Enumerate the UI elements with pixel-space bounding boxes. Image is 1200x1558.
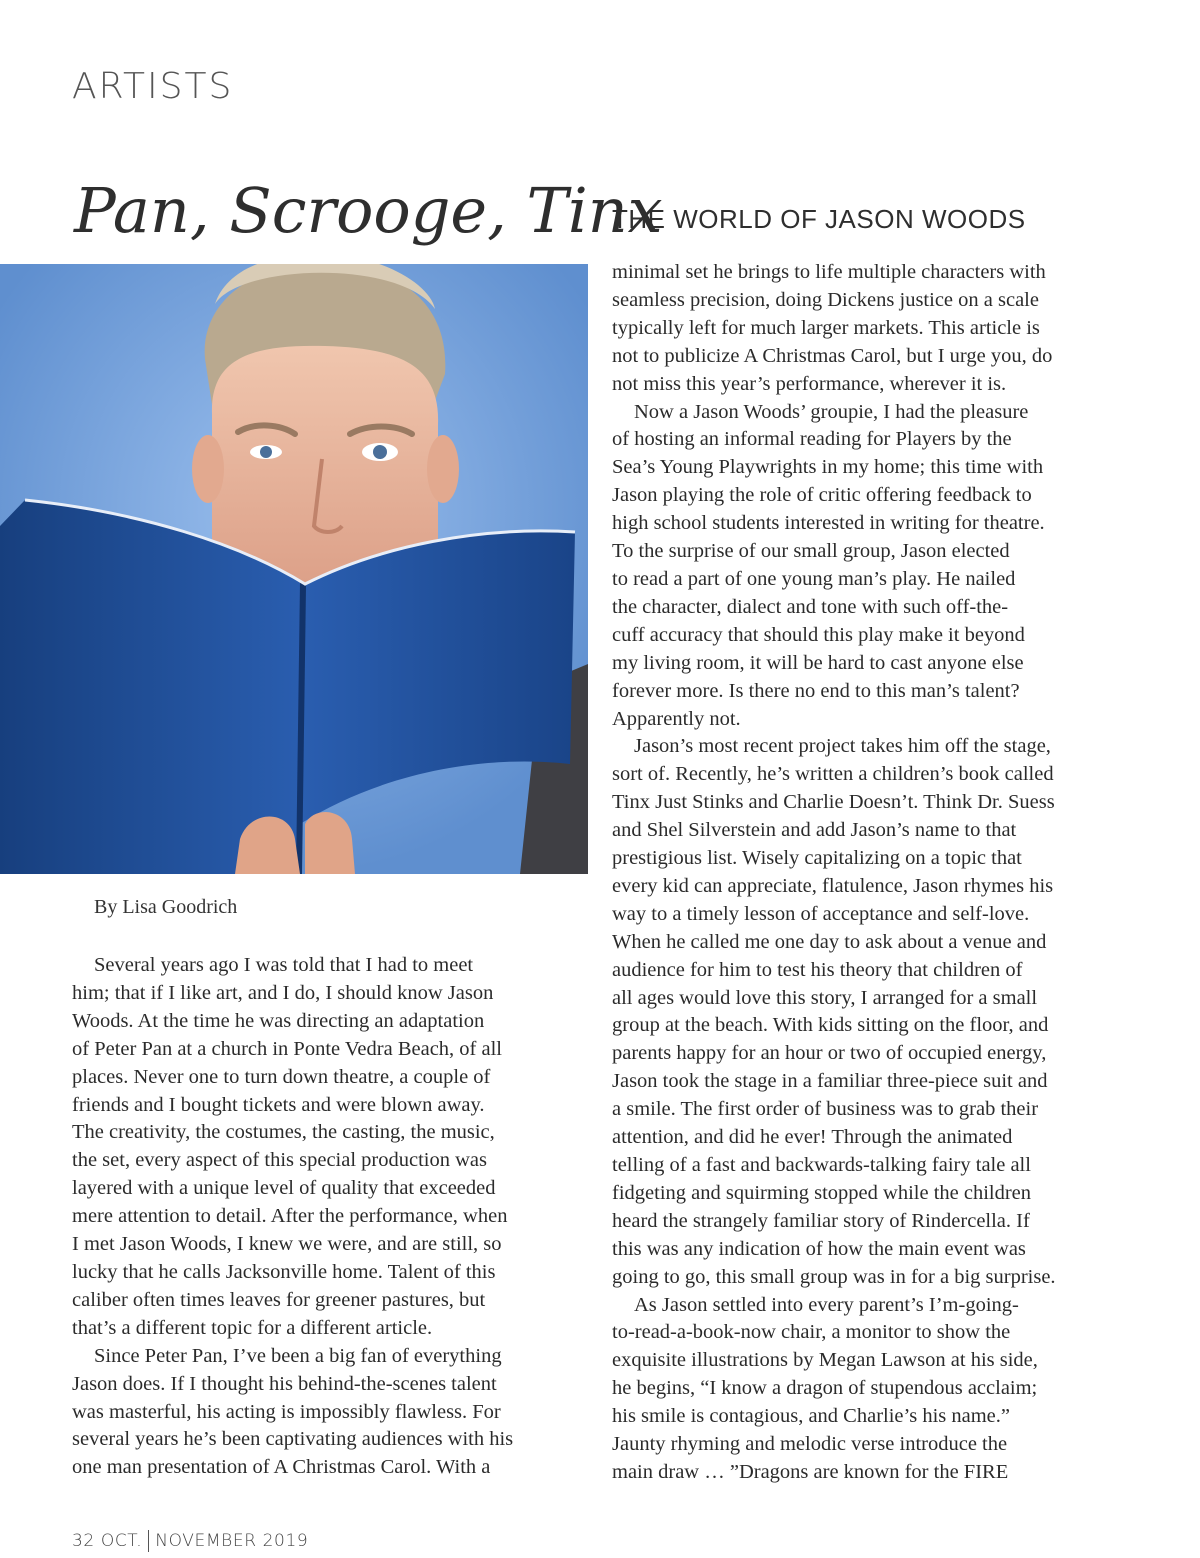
- text-line: Now a Jason Woods’ groupie, I had the pleasure: [634, 400, 1029, 423]
- text-line: his smile is contagious, and Charlie’s his name.”: [612, 1405, 1010, 1428]
- text-line: parents happy for an hour or two of occupied energy,: [612, 1042, 1047, 1065]
- text-line: layered with a unique level of quality that exceeded: [72, 1177, 496, 1200]
- article-subhead: THE WORLD OF JASON WOODS: [612, 204, 1026, 234]
- byline: By Lisa Goodrich: [94, 896, 238, 918]
- text-line: the character, dialect and tone with such off-the-: [612, 595, 1009, 618]
- paragraph-1: [72, 952, 592, 1343]
- footer-divider: [148, 1530, 149, 1552]
- paragraph-6: [612, 1292, 1132, 1487]
- text-line: Sea’s Young Playwrights in my home; this time with: [612, 456, 1044, 479]
- page-footer: [72, 1530, 308, 1552]
- text-line: places. Never one to turn down theatre, a couple of: [72, 1065, 491, 1088]
- text-line: Apparently not.: [612, 707, 741, 730]
- section-label: ARTISTS: [72, 66, 234, 107]
- text-line: way to a timely lesson of acceptance and self-love.: [612, 902, 1030, 925]
- text-line: he begins, “I know a dragon of stupendous acclaim;: [612, 1377, 1038, 1400]
- text-line: to-read-a-book-now chair, a monitor to show the: [612, 1321, 1011, 1344]
- text-line: the set, every aspect of this special production was: [72, 1149, 487, 1172]
- text-line: Jason does. If I thought his behind-the-scenes talent: [72, 1372, 497, 1395]
- text-line: high school students interested in writing for theatre.: [612, 512, 1045, 535]
- text-line: attention, and did he ever! Through the animated: [612, 1126, 1013, 1149]
- text-line: The creativity, the costumes, the casting, the music,: [72, 1121, 495, 1144]
- text-line: this was any indication of how the main event was: [612, 1237, 1026, 1260]
- text-line: Jason’s most recent project takes him off the stage,: [634, 735, 1051, 758]
- text-line: minimal set he brings to life multiple characters with: [612, 261, 1046, 283]
- text-line: Jason playing the role of critic offering feedback to: [612, 484, 1032, 507]
- text-line: forever more. Is there no end to this man’s talent?: [612, 679, 1020, 702]
- text-line: audience for him to test his theory that children of: [612, 958, 1023, 981]
- text-line: Jaunty rhyming and melodic verse introduce the: [612, 1433, 1008, 1456]
- text-line: lucky that he calls Jacksonville home. Talent of this: [72, 1260, 496, 1283]
- page-number: 32: [72, 1531, 95, 1551]
- text-line: all ages would love this story, I arranged for a small: [612, 986, 1038, 1009]
- article-photo: [0, 264, 588, 874]
- text-line: heard the strangely familiar story of Rindercella. If: [612, 1209, 1030, 1232]
- text-line: him; that if I like art, and I do, I should know Jason: [72, 981, 494, 1004]
- text-line: was masterful, his acting is impossibly flawless. For: [72, 1400, 501, 1423]
- text-line: As Jason settled into every parent’s I’m-going-: [634, 1293, 1019, 1316]
- text-line: every kid can appreciate, flatulence, Jason rhymes his: [612, 874, 1054, 897]
- text-line: group at the beach. With kids sitting on the floor, and: [612, 1014, 1049, 1037]
- text-line: friends and I bought tickets and were blown away.: [72, 1093, 485, 1116]
- article-headline: Pan, Scrooge, Tinx: [74, 174, 663, 247]
- text-line: exquisite illustrations by Megan Lawson at his side,: [612, 1349, 1038, 1372]
- article-column-right: [612, 259, 1132, 1487]
- issue-month-b: NOVEMBER 2019: [155, 1531, 309, 1551]
- text-line: my living room, it will be hard to cast anyone else: [612, 651, 1024, 674]
- text-line: Tinx Just Stinks and Charlie Doesn’t. Think Dr. Suess: [612, 791, 1055, 814]
- text-line: When he called me one day to ask about a venue and: [612, 930, 1047, 953]
- text-line: mere attention to detail. After the performance, when: [72, 1205, 508, 1228]
- text-line: and Shel Silverstein and add Jason’s name to that: [612, 819, 1017, 842]
- man-reading-book-illustration: [0, 264, 588, 874]
- text-line: Since Peter Pan, I’ve been a big fan of everything: [94, 1344, 502, 1367]
- text-line: caliber often times leaves for greener pastures, but: [72, 1288, 486, 1311]
- article-column-left: [72, 952, 592, 1482]
- text-line: Several years ago I was told that I had to meet: [94, 954, 474, 976]
- text-line: telling of a fast and backwards-talking fairy tale all: [612, 1154, 1031, 1176]
- text-line: sort of. Recently, he’s written a children’s book called: [612, 763, 1054, 786]
- text-line: not to publicize A Christmas Carol, but I urge you, do: [612, 344, 1053, 367]
- text-line: fidgeting and squirming stopped while the children: [612, 1181, 1032, 1204]
- text-line: to read a part of one young man’s play. He nailed: [612, 567, 1016, 590]
- paragraph-2: [72, 1343, 592, 1483]
- paragraph-5: [612, 733, 1132, 1291]
- text-line: I met Jason Woods, I knew we were, and are still, so: [72, 1233, 502, 1256]
- text-line: main draw … ”Dragons are known for the FIRE: [612, 1460, 1009, 1483]
- paragraph-3: [612, 259, 1132, 399]
- paragraph-4: [612, 399, 1132, 734]
- text-line: of Peter Pan at a church in Ponte Vedra Beach, of all: [72, 1037, 502, 1060]
- text-line: several years he’s been captivating audiences with his: [72, 1428, 514, 1451]
- text-line: not miss this year’s performance, wherever it is.: [612, 372, 1007, 395]
- text-line: that’s a different topic for a different article.: [72, 1316, 433, 1339]
- text-line: one man presentation of A Christmas Carol. With a: [72, 1456, 491, 1479]
- text-line: prestigious list. Wisely capitalizing on a topic that: [612, 847, 1022, 870]
- text-line: of hosting an informal reading for Players by the: [612, 428, 1012, 451]
- text-line: going to go, this small group was in for a big surprise.: [612, 1265, 1056, 1288]
- text-line: Woods. At the time he was directing an adaptation: [72, 1009, 485, 1032]
- text-line: To the surprise of our small group, Jason elected: [612, 540, 1010, 563]
- text-line: a smile. The first order of business was to grab their: [612, 1098, 1039, 1121]
- text-line: cuff accuracy that should this play make it beyond: [612, 623, 1025, 646]
- text-line: seamless precision, doing Dickens justice on a scale: [612, 288, 1039, 311]
- issue-month-a: OCT.: [100, 1531, 143, 1551]
- text-line: Jason took the stage in a familiar three-piece suit and: [612, 1070, 1048, 1093]
- text-line: typically left for much larger markets. This article is: [612, 316, 1040, 339]
